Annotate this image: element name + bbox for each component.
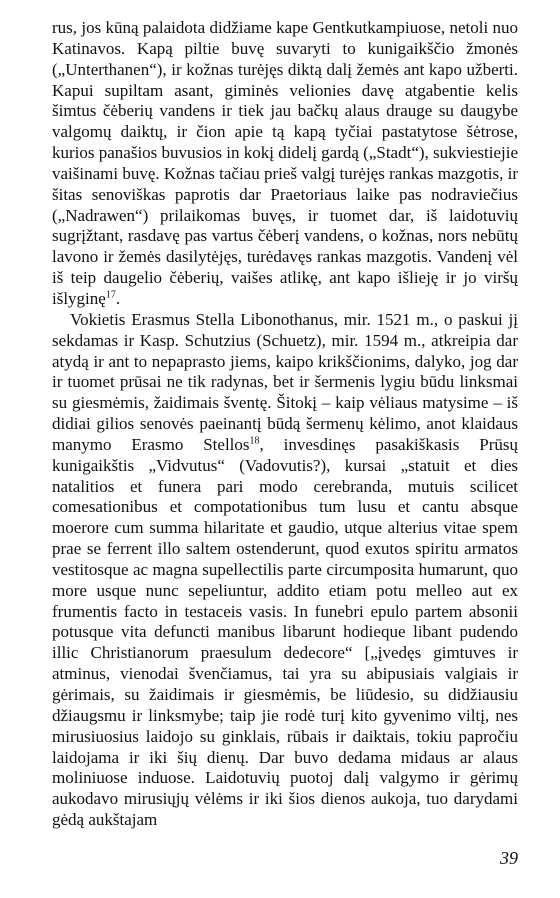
footnote-ref-17: 17 — [105, 289, 116, 301]
paragraph-2-tail: , invesdinęs pasakiškasis Prūsų kunigaikštis „Vidvutus“ (Vadovutis?), kursai „statuit et dies natalitios et funera pari modo cerebranda, mutuis scilicet comesationibus et compotationibus tum lusu et cantu absque moerore cum summa hilaritate et gaudio, utque alterius vitae spem prae se ferrent illo saltem ostenderunt, quod exutos spiritu armatos vestitosque ac magna supellectilis parte circumposita humarunt, quo more usque nunc sepeliuntur, addito etiam potu melleo aut ex frumentis facto in testaceis vasis. In funebri epulo partem absonii potusque vita defuncti manibus libarunt hodieque libant pudendo illic Christianorum praesulum dedecore“ [„įvedęs gimtuves ir atminus, vienodai švenčiamus, tai yra su abipusiais valgiais ir gėrimais, su žaidimais ir giesmėmis, be liūdesio, su didžiausiu džiaugsmu ir linksmybe; taip jie rodė turį kito gyvenimo viltį, nes mirusiuosius laidojo su ginklais, rūbais ir daiktais, tokiu papročiu laidojama ir iki šių dienų. Dar buvo dedama midaus ar alaus moliniuose induose. Laidotuvių puotoj dalį valgymo ir gėrimų aukodavo mirusiųjų vėlėms ir iki šios dienos aukoja, tuo darydami gėdą aukštajam — [52, 434, 519, 830]
body-text — [52, 18, 518, 831]
page-number: 39 — [500, 848, 518, 868]
paragraph-2-text: Vokietis Erasmus Stella Libonothanus, mir. 1521 m., o paskui jį sekdamas ir Kasp. Schutzius (Schuetz), mir. 1594 m., atkreipia dar atydą ir ant to nepaprasto jiems, kaipo krikščionims, dalyko, jog dar ir tuomet prūsai ne tik radynas, bet ir šermenis lygiu būdu linksmai su giesmėmis, žaidimais šventę. Šitokį – kaip vėliaus matysime – iš didiai gilios senovės paeinantį būdą šermenų kėlimo, anot klaidaus manymo Erasmo Stellos — [52, 309, 518, 454]
paragraph-1-text: rus, jos kūną palaidota didžiame kape Gentkutkampiuose, netoli nuo Katinavos. Kapą piltie buvę suvaryti to kunigaikščio žmonės („Unterthanen“), ir kožnas turėjęs diktą dalį žemės ant kapo užberti. Kapui supiltam asant, giminės velionies davę atgabentie kelis šimtus čėberių vandens ir tiek jau bačkų alaus drauge su daugybe valgomų daiktų, ir čion apie tą kapą tyčiai pastatytose šėtrose, kurios panašios buvusios in kokį didelį gardą („Stadt“), sukviestiejie vaišinami buvę. Kožnas tačiau prieš valgį turėjęs rankas mazgotis, ir šitas senoviškas paprotis dar Praetoriaus laike pas nodraviečius („Nadrawen“) prilaikomas buvęs, ir tuomet dar, iš laidotuvių sugrįžtant, rasdavę pas vartus čėberį vandens, o kožnas, nors nebūtų lavono ir žemės dasilytėjęs, turėdavęs rankas mazgotis. Vandenį vėl iš teip daugelio čėberių, vaišes atlikę, ant kapo išlieję ir jo viršų išlyginę — [52, 18, 519, 308]
footnote-ref-18: 18 — [249, 435, 260, 447]
paragraph-1-tail: . — [115, 288, 121, 308]
paragraph-1 — [52, 18, 518, 310]
paragraph-2 — [52, 310, 518, 831]
